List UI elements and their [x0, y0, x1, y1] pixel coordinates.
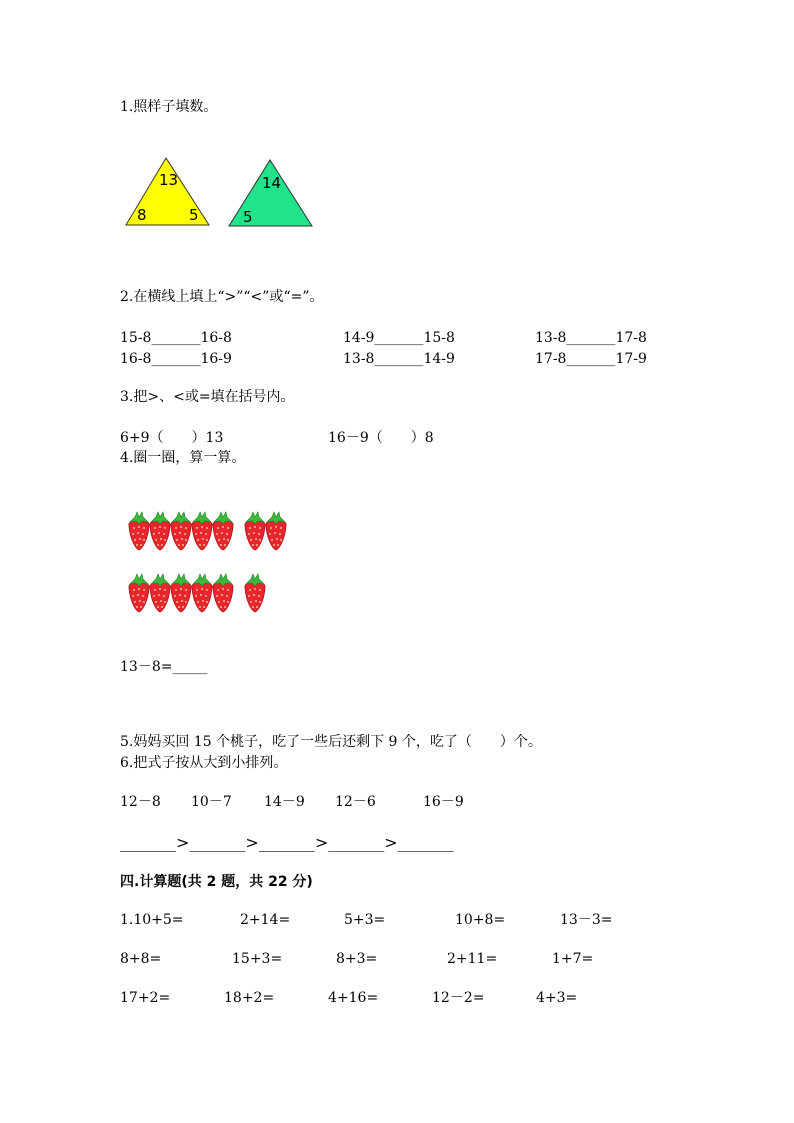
calc-r3c1: 17+2=	[120, 990, 171, 1006]
calc-r1c3: 5+3=	[344, 912, 386, 928]
strawberry-icon	[129, 574, 149, 612]
calc-r2c5: 1+7=	[552, 951, 594, 967]
strawberry-group	[129, 512, 286, 612]
strawberry-icon	[213, 574, 233, 612]
triangle1-top: 13	[159, 171, 179, 189]
q2-r2c3: 17-8_______17-9	[535, 351, 647, 367]
q6-item1: 12－8	[120, 794, 161, 810]
calc-r3c2: 18+2=	[224, 990, 275, 1006]
calc-r3c4: 12－2=	[432, 990, 485, 1006]
calc-r2c4: 2+11=	[447, 951, 498, 967]
strawberry-icon	[171, 512, 191, 550]
strawberry-icon	[213, 512, 233, 550]
strawberry-icon	[245, 574, 265, 612]
triangle2-top: 14	[262, 174, 282, 192]
calc-r2c1: 8+8=	[120, 951, 162, 967]
q2-r1c1: 15-8_______16-8	[120, 330, 232, 346]
q2-r1c2: 14-9_______15-8	[343, 330, 455, 346]
section4-title: 四.计算题(共 2 题，共 22 分)	[120, 874, 313, 890]
strawberry-icon	[266, 512, 286, 550]
q6-item3: 14－9	[264, 794, 305, 810]
q1-title: 1.照样子填数。	[120, 99, 218, 115]
strawberry-icon	[171, 574, 191, 612]
calc-r1c4: 10+8=	[455, 912, 506, 928]
triangle-green	[229, 160, 312, 226]
calc-r3c5: 4+3=	[536, 990, 578, 1006]
q3-title: 3.把>、<或=填在括号内。	[120, 389, 295, 405]
q2-title: 2.在横线上填上“>”“<”或“=”。	[120, 289, 324, 305]
calc-r1c1: 1.10+5=	[120, 912, 184, 928]
triangle2-left: 5	[243, 208, 253, 226]
q3-item1: 6+9（ ）13	[120, 430, 224, 446]
strawberry-icon	[150, 574, 170, 612]
q6-title: 6.把式子按从大到小排列。	[120, 755, 288, 771]
q6-item4: 12－6	[335, 794, 376, 810]
triangle1-left: 8	[137, 206, 147, 224]
q6-item2: 10－7	[191, 794, 232, 810]
triangle1-right: 5	[189, 206, 199, 224]
q6-item5: 16－9	[423, 794, 464, 810]
strawberry-icon	[192, 574, 212, 612]
strawberry-icon	[245, 512, 265, 550]
strawberry-icon	[150, 512, 170, 550]
q5-text: 5.妈妈买回 15 个桃子，吃了一些后还剩下 9 个，吃了（ ）个。	[120, 734, 542, 750]
q4-title: 4.圈一圈，算一算。	[120, 450, 246, 466]
calc-r1c2: 2+14=	[240, 912, 291, 928]
q3-item2: 16－9（ ）8	[328, 430, 434, 446]
q2-r1c3: 13-8_______17-8	[535, 330, 647, 346]
calc-r2c2: 15+3=	[232, 951, 283, 967]
calc-r2c3: 8+3=	[336, 951, 378, 967]
calc-r3c3: 4+16=	[328, 990, 379, 1006]
calc-r1c5: 13－3=	[560, 912, 613, 928]
q2-r2c2: 13-8_______14-9	[343, 351, 455, 367]
strawberry-icon	[192, 512, 212, 550]
strawberry-icon	[129, 512, 149, 550]
q4-equation: 13－8=_____	[120, 659, 208, 675]
q2-r2c1: 16-8_______16-9	[120, 351, 232, 367]
q6-order-line: _______>_______>_______>_______>_______	[120, 833, 454, 852]
